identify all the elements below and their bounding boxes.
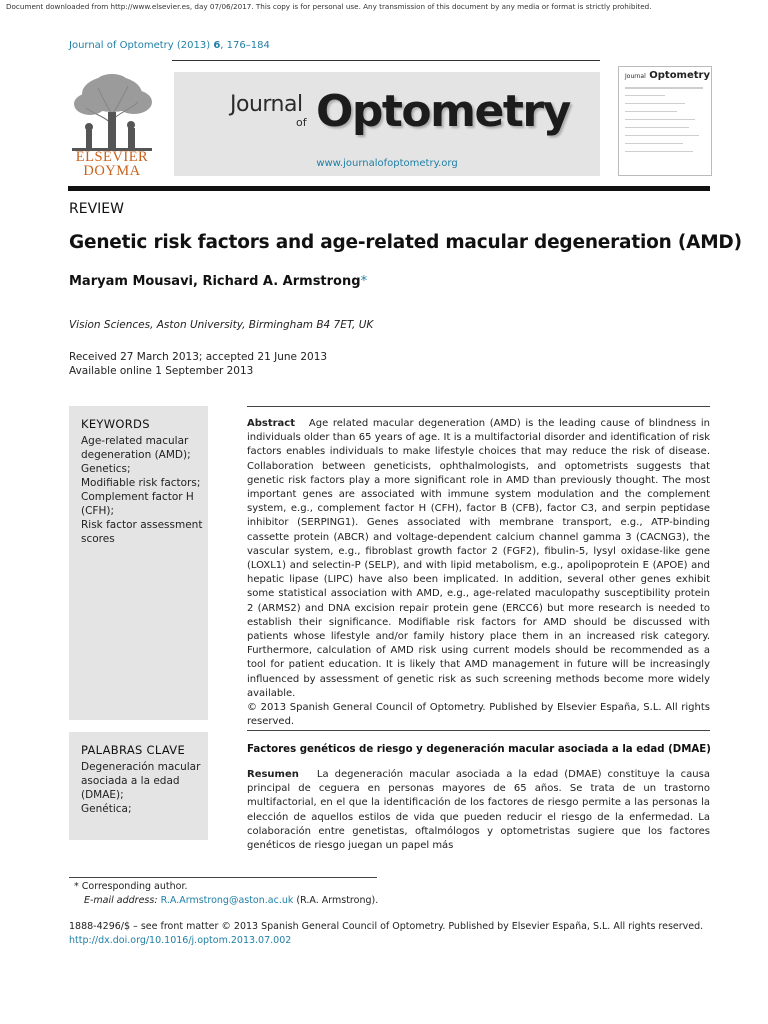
publisher-name-line2: DOYMA [83,163,141,179]
download-notice: Document downloaded from http://www.elsevier.es, day 07/06/2017. This copy is for personal use. Any transmission of this document by any media or format is strictly prohibited. [6,2,652,11]
author-affiliation: Vision Sciences, Aston University, Birmingham B4 7ET, UK [69,319,374,331]
journal-banner [174,72,600,176]
issn-line: 1888-4296/$ – see front matter © 2013 Spanish General Council of Optometry. Published by Elsevier España, S.L. All rights reserved. [69,921,704,932]
abstract-bottom-rule [247,730,710,731]
cover-title-name: Optometry [649,70,710,81]
article-dates [69,350,327,378]
citation-journal: Journal of Optometry (2013) [69,40,211,51]
wordmark-journal: Journal [230,92,303,117]
corresponding-author-note [74,880,378,894]
palabras-clave-heading: PALABRAS CLAVE [81,743,186,757]
keyword-item: Genetics; [81,463,131,475]
email-owner: (R.A. Armstrong). [296,894,379,906]
footnote-corresponding: Corresponding author. [81,881,188,892]
palabra-clave-item: Degeneración macular asociada a la edad (DMAE); [81,761,201,801]
cover-text-line [625,119,695,120]
cover-text-line [625,127,689,128]
cover-title [625,70,710,81]
citation-volume: 6 [213,40,221,51]
article-section-label: REVIEW [69,201,124,217]
elsevier-doyma-logo [68,72,156,180]
journal-citation[interactable] [69,40,270,51]
header-divider [68,186,710,191]
received-date: Received 27 March 2013; accepted 21 June 2013 [69,351,328,363]
resumen-label: Resumen [247,769,299,780]
keyword-item: Age-related macular degeneration (AMD); [81,435,191,461]
keyword-item: Risk factor assessment scores [81,519,203,545]
palabras-clave-box [69,732,208,840]
header-top-rule [172,60,600,61]
abstract-text: Age related macular degeneration (AMD) is the leading cause of blindness in individuals older than 65 years of age. It is a multifactorial disorder and identification of risk factors enables individuals to make lifestyle choices that may reduce the risk of disease. Collaboration between geneticists, ophthalmologists, and optometrists suggests that genetic risk factors play a more significant role in AMD than previously thought. The most important genes are associated with immune system modulation and the complement system, e.g., complement factor H (CFH), factor B (CFB), factor C3, and serpin peptidase inhibitor (SERPING1). Genes associated with membrane transport, e.g., ATP-binding cassette protein (ABCR) and voltage-dependent calcium channel gamma 3 (CACNG3), the vascular system, e.g., fibroblast growth factor 2 (FGF2), fibulin-5, lysyl oxidase-like gene (LOXL1) and selectin-P (SELP), and with lipid metabolism, e.g., apolipoprotein E (APOE) and hepatic lipase (LIPC) have also been implicated. In addition, several other genes exhibit some statistical association with AMD, e.g., age-related maculopathy susceptibility protein 2 (ARMS2) and DNA excision repair protein gene (ERCC6) but more research is needed to establish their significance. Modifiable risk factors for AMD should be discussed with patients whose lifestyle and/or family history place them in an increased risk category. Furthermore, calculation of AMD risk using current models should be recommended as a tool for patient education. It is likely that AMD management in future will be increasingly influenced by assessment of genetic risk as such screening methods become more widely available. [247,418,710,699]
footnote [74,880,378,907]
resumen [247,768,710,852]
publisher-name-line1: ELSEVIER [75,149,149,165]
wordmark-optometry: Optometry [316,86,570,137]
article-title: Genetic risk factors and age-related macular degeneration (AMD) [69,232,742,253]
cover-text-line [625,151,693,152]
corresponding-author-mark[interactable]: * [360,274,368,289]
abstract [247,417,710,729]
abstract-copyright: © 2013 Spanish General Council of Optometry. Published by Elsevier España, S.L. All rights reserved. [247,702,710,728]
cover-text-line [625,95,665,96]
wordmark-of: of [296,116,307,129]
front-matter [69,920,703,947]
abstract-top-rule [247,406,710,407]
citation-pages: , 176–184 [220,40,270,51]
email-link[interactable]: R.A.Armstrong@aston.ac.uk [160,894,294,906]
keywords-box [69,406,208,720]
resumen-title: Factores genéticos de riesgo y degeneración macular asociada a la edad (DMAE) [247,744,711,755]
resumen-text: La degeneración macular asociada a la edad (DMAE) constituye la causa principal de ceguera en personas mayores de 65 años. Se trata de un trastorno multifactorial, en el que la identificación de los factores de riesgo permite a las personas la elección de aquellos estilos de vida que pueden reducir el riesgo de la enfermedad. La colaboración entre genetistas, oftalmólogos y optometristas sugiere que los factores genéticos de riesgo juegan un papel más [247,769,710,852]
elsevier-tree-icon [68,72,156,152]
cover-text-line [625,143,683,144]
doi-link[interactable]: http://dx.doi.org/10.1016/j.optom.2013.07.002 [69,934,292,946]
footnote-mark: * [74,881,79,892]
cover-text-line [625,111,677,112]
keyword-item: Modifiable risk factors; [81,477,201,489]
journal-cover-thumbnail [618,66,712,176]
article-authors [69,274,367,289]
publisher-name [68,150,156,178]
available-date: Available online 1 September 2013 [69,365,254,377]
keywords-heading: KEYWORDS [81,417,150,431]
abstract-label: Abstract [247,418,296,429]
email-label: E-mail address: [84,894,158,906]
journal-url-link[interactable]: www.journalofoptometry.org [316,158,458,169]
palabras-clave-list [81,760,203,816]
cover-rule [625,87,703,89]
email-note [74,894,378,908]
keywords-list [81,434,203,546]
cover-title-small: Journal [625,73,646,80]
author-names: Maryam Mousavi, Richard A. Armstrong [69,274,361,289]
footnote-rule [69,877,377,878]
palabra-clave-item: Genética; [81,803,132,815]
cover-text-line [625,103,685,104]
keyword-item: Complement factor H (CFH); [81,491,194,517]
cover-text-line [625,135,699,136]
